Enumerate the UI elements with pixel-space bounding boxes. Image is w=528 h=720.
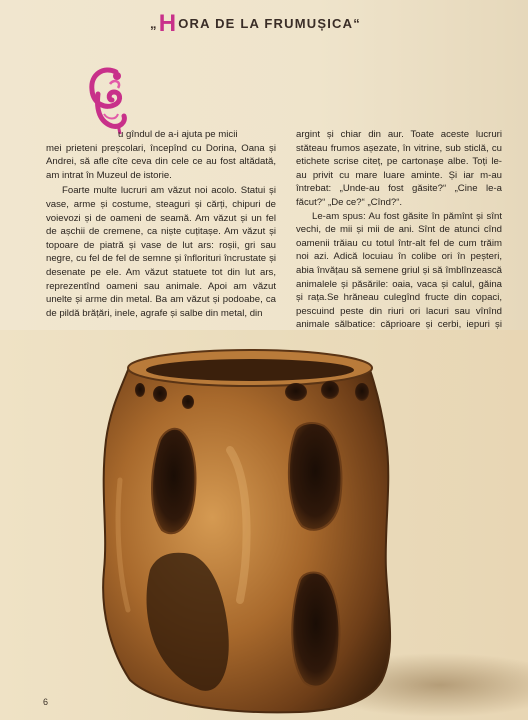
text-column-right	[296, 128, 502, 346]
header-title: ORA DE LA FRUMUȘICA	[178, 16, 354, 31]
clay-vessel-illustration	[0, 330, 528, 720]
header-initial: H	[158, 10, 178, 37]
page-number: 6	[43, 697, 49, 707]
paragraph-vitrines: argint și chiar din aur. Toate aceste lucruri stăteau frumos așezate, în vitrine, sub sticlă, cu etichete scrise citeț, pe cartonașe albe. Toți le-au privit cu mare luare aminte. Și iar m-au întrebat: „Unde-au fost găsite?“ „Cine le-a făcut?“ „De ce?“ „Cînd?“.	[296, 129, 502, 208]
page-header	[150, 10, 480, 40]
paragraph-intro: mei prieteni preșcolari, începînd cu Dorina, Oana și Andrei, să afle cîte ceva din cele ce au fost altădată, am intrat în Muzeul de istorie.	[46, 142, 276, 181]
paragraph-intro-first-line: u gîndul de a-i ajuta pe micii	[118, 129, 238, 140]
drop-cap-ornament	[86, 64, 130, 136]
header-quote-close: “	[353, 16, 361, 31]
header-quote-open: „	[150, 16, 158, 31]
text-column-left	[46, 128, 276, 320]
paragraph-explanation: Le-am spus: Au fost găsite în pămînt și sînt vechi, de mii și mii de ani. Sînt de atunci cînd oamenii trăiau cu totul într-alt fel de cum trăim noi azi. Adică locuiau în colibe ori în peșteri, abia învățau să semene griul și să îmblînzească animalele și păsările: oaia, vaca și calul, găina și rața.Se hrăneau culegînd fructe din copaci, pescuind peste din riuri ori lacuri sau vînînd animale sălbatice: căprioare și cerbi, iepuri și	[296, 210, 502, 331]
paragraph-museum: Foarte multe lucruri am văzut noi acolo. Statui și vase, arme și costume, steaguri și cărți, chipuri de voievozi și de oameni de seamă. Am văzut și un fel de așchii de cremene, ca niște cuțitașe. Am văzut și topoare de piatră și vase de lut ars: roșii, gri sau negre, cu fel de fel de semne și înflorituri încrustate și desenate pe ele. Am văzut statuete tot din lut ars, reprezentînd oameni sau animale. Apoi am văzut unelte și arme din metal. Ba am văzut și podoabe, ca de pildă brățări, inele, agrafe și salbe din metal, din	[46, 185, 276, 319]
